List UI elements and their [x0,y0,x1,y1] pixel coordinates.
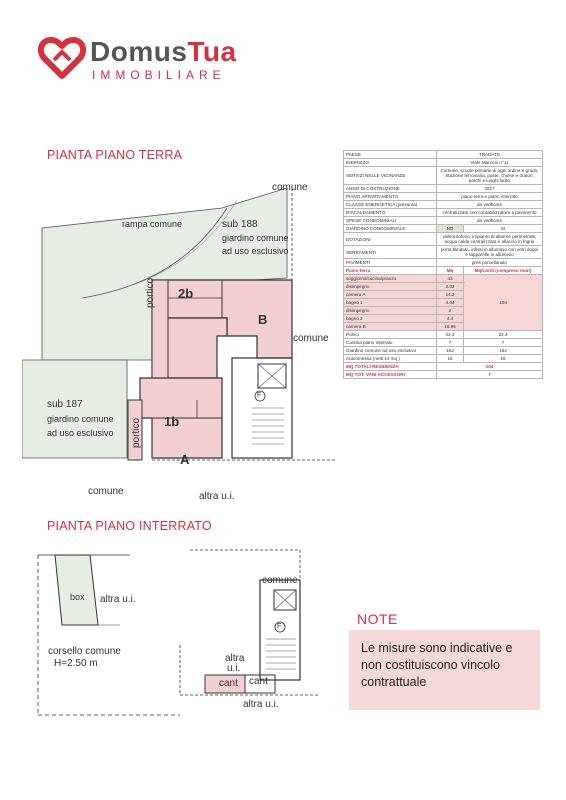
extra-lordi: 7 [464,339,543,347]
extra-name: Giardino comune ad uso esclusivo [344,347,437,355]
label-corsello: corsello comune [48,646,121,657]
info-row [344,185,543,193]
brand-name: DomusTua [90,36,237,67]
label-sub188-use: ad uso esclusivo [222,246,289,256]
room-row [344,275,543,283]
info-value: 2017 [437,185,543,193]
total-row [344,371,543,379]
info-row [344,209,543,217]
info-label: DOTAZIONI [344,233,437,246]
info-label: PAVIMENTI [344,259,437,267]
info-value: centralizzato con contabilizzatore a pavimento [437,209,543,217]
total-value: 7 [437,371,543,379]
room-name: camera A [344,291,437,299]
info-value: gres porcellanato [437,259,543,267]
extra-lordi: 152 [464,347,543,355]
room-mq: 2 [437,307,464,315]
info-value: videocitofono, impianto di allarme perimetrale, acqua calda centralizzata e allaccio in fogna [437,233,543,246]
info-value: piano terra e piano interrato [437,193,543,201]
room-mq: 2.32 [437,283,464,291]
total-row [344,363,543,371]
label-stair-f: F [257,392,262,399]
info-label: ANNO DI COSTRUZIONE [344,185,437,193]
room-name: bagno 2 [344,315,437,323]
info-label: INDIRIZZO [344,159,437,167]
label-rampa: rampa comune [122,219,183,229]
extra-mq: 152 [437,347,464,355]
note-title: NOTE [357,611,398,627]
label-cant-1: cant [219,678,238,689]
label-comune-basement: comune [262,575,298,586]
extra-lordi: 22.4 [464,331,543,339]
label-portico-lower: portico [131,417,142,448]
extra-row [344,347,543,355]
info-value: Comune, scuole primarie di ogni ordine e grado, Stazione ferroviaria, poste, chiese e oratori, parchi e luoghi ludici [437,167,543,185]
rooms-total-lordi: 104 [464,275,543,331]
room-name: disimpegno [344,307,437,315]
room-mq: 14.2 [437,291,464,299]
extra-name: Autorimessa (netti 14 mq ) [344,355,437,363]
garden-label: GIARDINO CONDOMINIALE [344,225,437,233]
info-row [344,159,543,167]
room-name: camera B [344,323,437,331]
extra-mq: 22.4 [437,331,464,339]
label-room-a: A [180,452,190,467]
info-row [344,167,543,185]
room-mq: 42 [437,275,464,283]
total-value: 104 [437,363,543,371]
info-label: PIANO APPARTAMENTO [344,193,437,201]
label-cant-2: cant [249,676,268,687]
extra-name: Cantina piano interrato [344,339,437,347]
garden-si: SI [464,225,543,233]
header-mq: Mq [437,267,464,275]
total-name: MQ TOTALI RESIDENZA [344,363,437,371]
label-sub187-use: ad uso esclusivo [47,428,114,438]
info-label: SERVIZI NELLE VICINANZE [344,167,437,185]
info-row [344,151,543,159]
header-mq-lordi: Mq/Lordi (compreso muri) [464,267,543,275]
extra-mq: 7 [437,339,464,347]
heart-house-icon [38,36,86,80]
garden-row [344,225,543,233]
label-sub187: sub 187 [47,399,83,410]
label-room-1b: 1b [164,414,180,429]
info-row [344,193,543,201]
brand-logo [38,36,278,88]
label-room-2b: 2b [178,286,194,301]
info-row [344,217,543,225]
extra-row [344,339,543,347]
info-value: TRADATE [437,151,543,159]
label-altra-mid: altra [225,653,245,664]
room-name: bagno 1 [344,299,437,307]
label-sub187-garden: giardino comune [47,414,114,424]
label-comune-top: comune [272,182,308,193]
room-name: disimpegno [344,283,437,291]
info-value: Viale Marconi n°11 [437,159,543,167]
room-mq: 16.96 [437,323,464,331]
extra-row [344,331,543,339]
label-altra-mid-ui: u.i. [227,663,241,674]
label-altra-ui: altra u.i. [199,491,235,502]
label-room-b: B [258,312,268,327]
info-value: da verificare [437,201,543,209]
info-label: PAESE [344,151,437,159]
note-text: Le misure sono indicative e non costituiscono vincolo contrattuale [361,641,513,689]
extra-mq: 16 [437,355,464,363]
info-label: SERRAMENTI [344,246,437,259]
ground-floor-plan [22,168,337,502]
brand-subtitle: IMMOBILIARE [92,68,226,82]
label-basement-stair-f: F [277,623,282,630]
basement-drawing [30,545,330,725]
header-piano-terra: Piano terra [344,267,437,275]
room-mq: 4.64 [437,299,464,307]
room-mq: 4.4 [437,315,464,323]
info-row [344,233,543,246]
label-comune-right: comune [293,333,329,344]
label-comune-bottom: comune [88,486,124,497]
note-box [349,630,540,710]
info-label: CLASSE ENERGETICA (presunta) [344,201,437,209]
info-value: da verificare [437,217,543,225]
info-label: RISCALDAMENTO [344,209,437,217]
label-altra-ui-left: altra u.i. [100,594,136,605]
extra-row [344,355,543,363]
extra-name: Portici [344,331,437,339]
extra-lordi: 16 [464,355,543,363]
info-label: SPESE CONDOMINIALI [344,217,437,225]
garden-no: NO [437,225,464,233]
label-altra-ui-bottom: altra u.i. [243,699,279,710]
info-row [344,246,543,259]
label-box: box [70,592,85,602]
ground-floor-title: PIANTA PIANO TERRA [47,148,183,162]
total-name: MQ TOT. VANI ACCESSORI [344,371,437,379]
info-value: porta blindata, infissi in alluminio con vetri doppi e tapparelle in alluminio [437,246,543,259]
label-corsello-height: H=2.50 m [54,658,98,669]
label-sub188: sub 188 [222,219,258,230]
label-sub188-garden: giardino comune [222,233,289,243]
basement-plan [30,545,330,725]
rooms-header-row [344,267,543,275]
info-row [344,201,543,209]
info-row [344,259,543,267]
room-name: soggiorno/cucina/pranzo [344,275,437,283]
property-info-table [343,150,543,379]
basement-title: PIANTA PIANO INTERRATO [47,519,212,533]
label-portico-upper: portico [145,277,156,308]
